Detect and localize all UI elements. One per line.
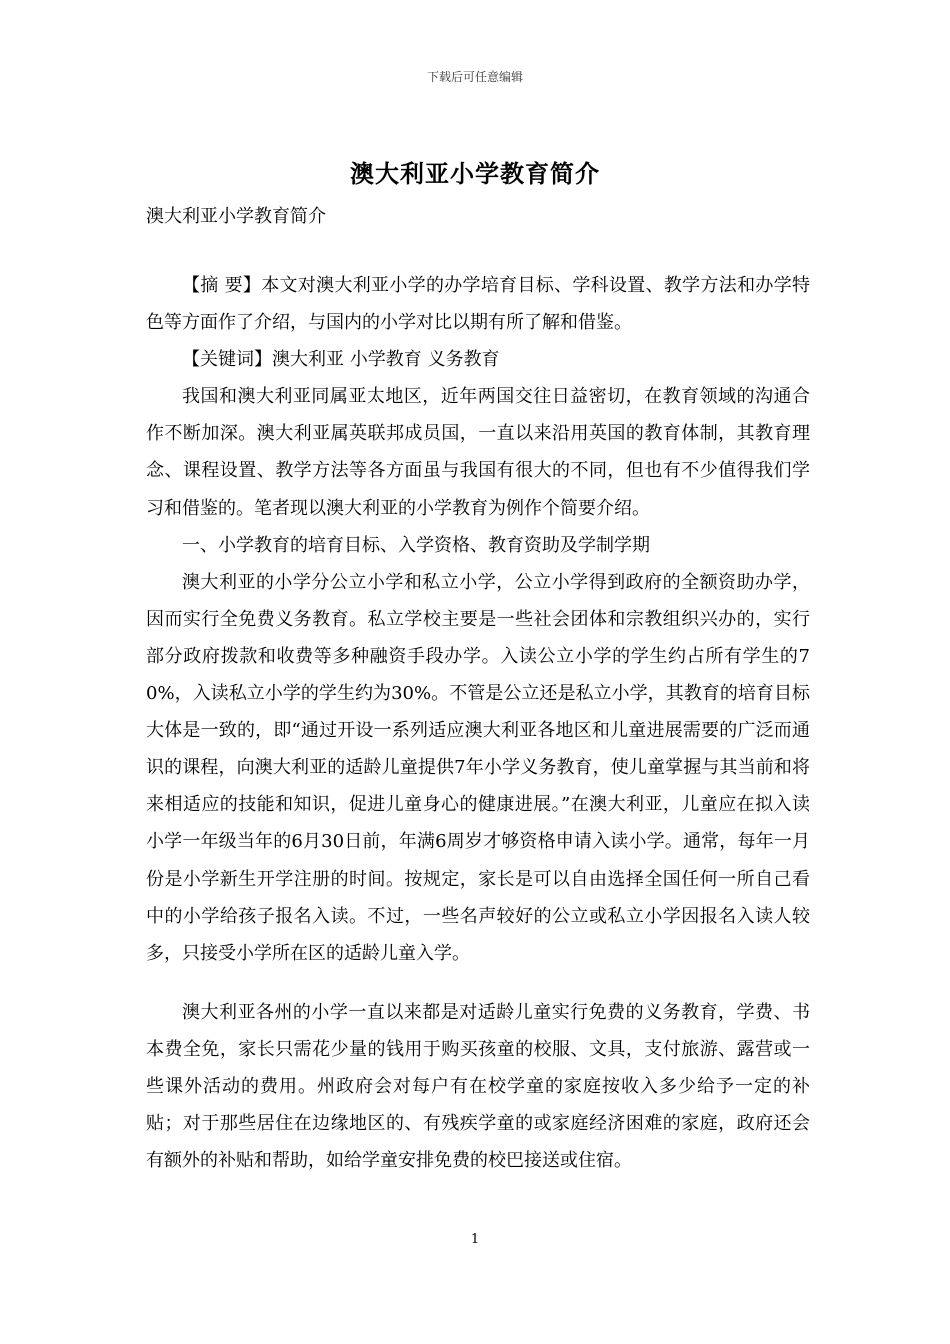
keywords-paragraph: 【关键词】澳大利亚 小学教育 义务教育 [182,349,500,371]
body-text [146,267,810,1179]
section-heading: 一、小学教育的培育目标、入学资格、教育资助及学制学期 [182,534,650,556]
header-note: 下载后可任意编辑 [426,70,523,84]
document-subtitle: 澳大利亚小学教育简介 [146,206,326,227]
abstract-paragraph: 【摘 要】本文对澳大利亚小学的办学培育目标、学科设置、教学方法和办学特色等方面作了介绍，与国内的小学对比以期有所了解和借鉴。 [146,275,810,334]
intro-paragraph: 我国和澳大利亚同属亚太地区，近年两国交往日益密切，在教育领域的沟通合作不断加深。澳大利亚属英联邦成员国，一直以来沿用英国的教育体制，其教育理念、课程设置、教学方法等各方面虽与我国有很大的不同，但也有不少值得我们学习和借鉴的。笔者现以澳大利亚的小学教育为例作个简要介绍。 [146,386,810,519]
document-title: 澳大利亚小学教育简介 [350,159,600,188]
paragraph-gap [146,972,810,994]
page-number: 1 [470,1232,480,1247]
body-paragraph: 澳大利亚的小学分公立小学和私立小学，公立小学得到政府的全额资助办学，因而实行全免费义务教育。私立学校主要是一些社会团体和宗教组织兴办的，实行部分政府拨款和收费等多种融资手段办学。入读公立小学的学生约占所有学生的70%，入读私立小学的学生约为30%。不管是公立还是私立小学，其教育的培育目标大体是一致的，即“通过开设一系列适应澳大利亚各地区和儿童进展需要的广泛而通识的课程，向澳大利亚的适龄儿童提供7年小学义务教育，使儿童掌握与其当前和将来相适应的技能和知识，促进儿童身心的健康进展。”在澳大利亚，儿童应在拟入读小学一年级当年的6月30日前，年满6周岁才够资格申请入读小学。通常，每年一月份是小学新生开学注册的时间。按规定，家长是可以自由选择全国任何一所自己看中的小学给孩子报名入读。不过，一些名声较好的公立或私立小学因报名入读人较多，只接受小学所在区的适龄儿童入学。 [146,571,810,964]
body-paragraph: 澳大利亚各州的小学一直以来都是对适龄儿童实行免费的义务教育，学费、书本费全免，家长只需花少量的钱用于购买孩童的校服、文具，支付旅游、露营或一些课外活动的费用。州政府会对每户有在校学童的家庭按收入多少给予一定的补贴；对于那些居住在边缘地区的、有残疾学童的或家庭经济困难的家庭，政府还会有额外的补贴和帮助，如给学童安排免费的校巴接送或住宿。 [146,1001,810,1172]
